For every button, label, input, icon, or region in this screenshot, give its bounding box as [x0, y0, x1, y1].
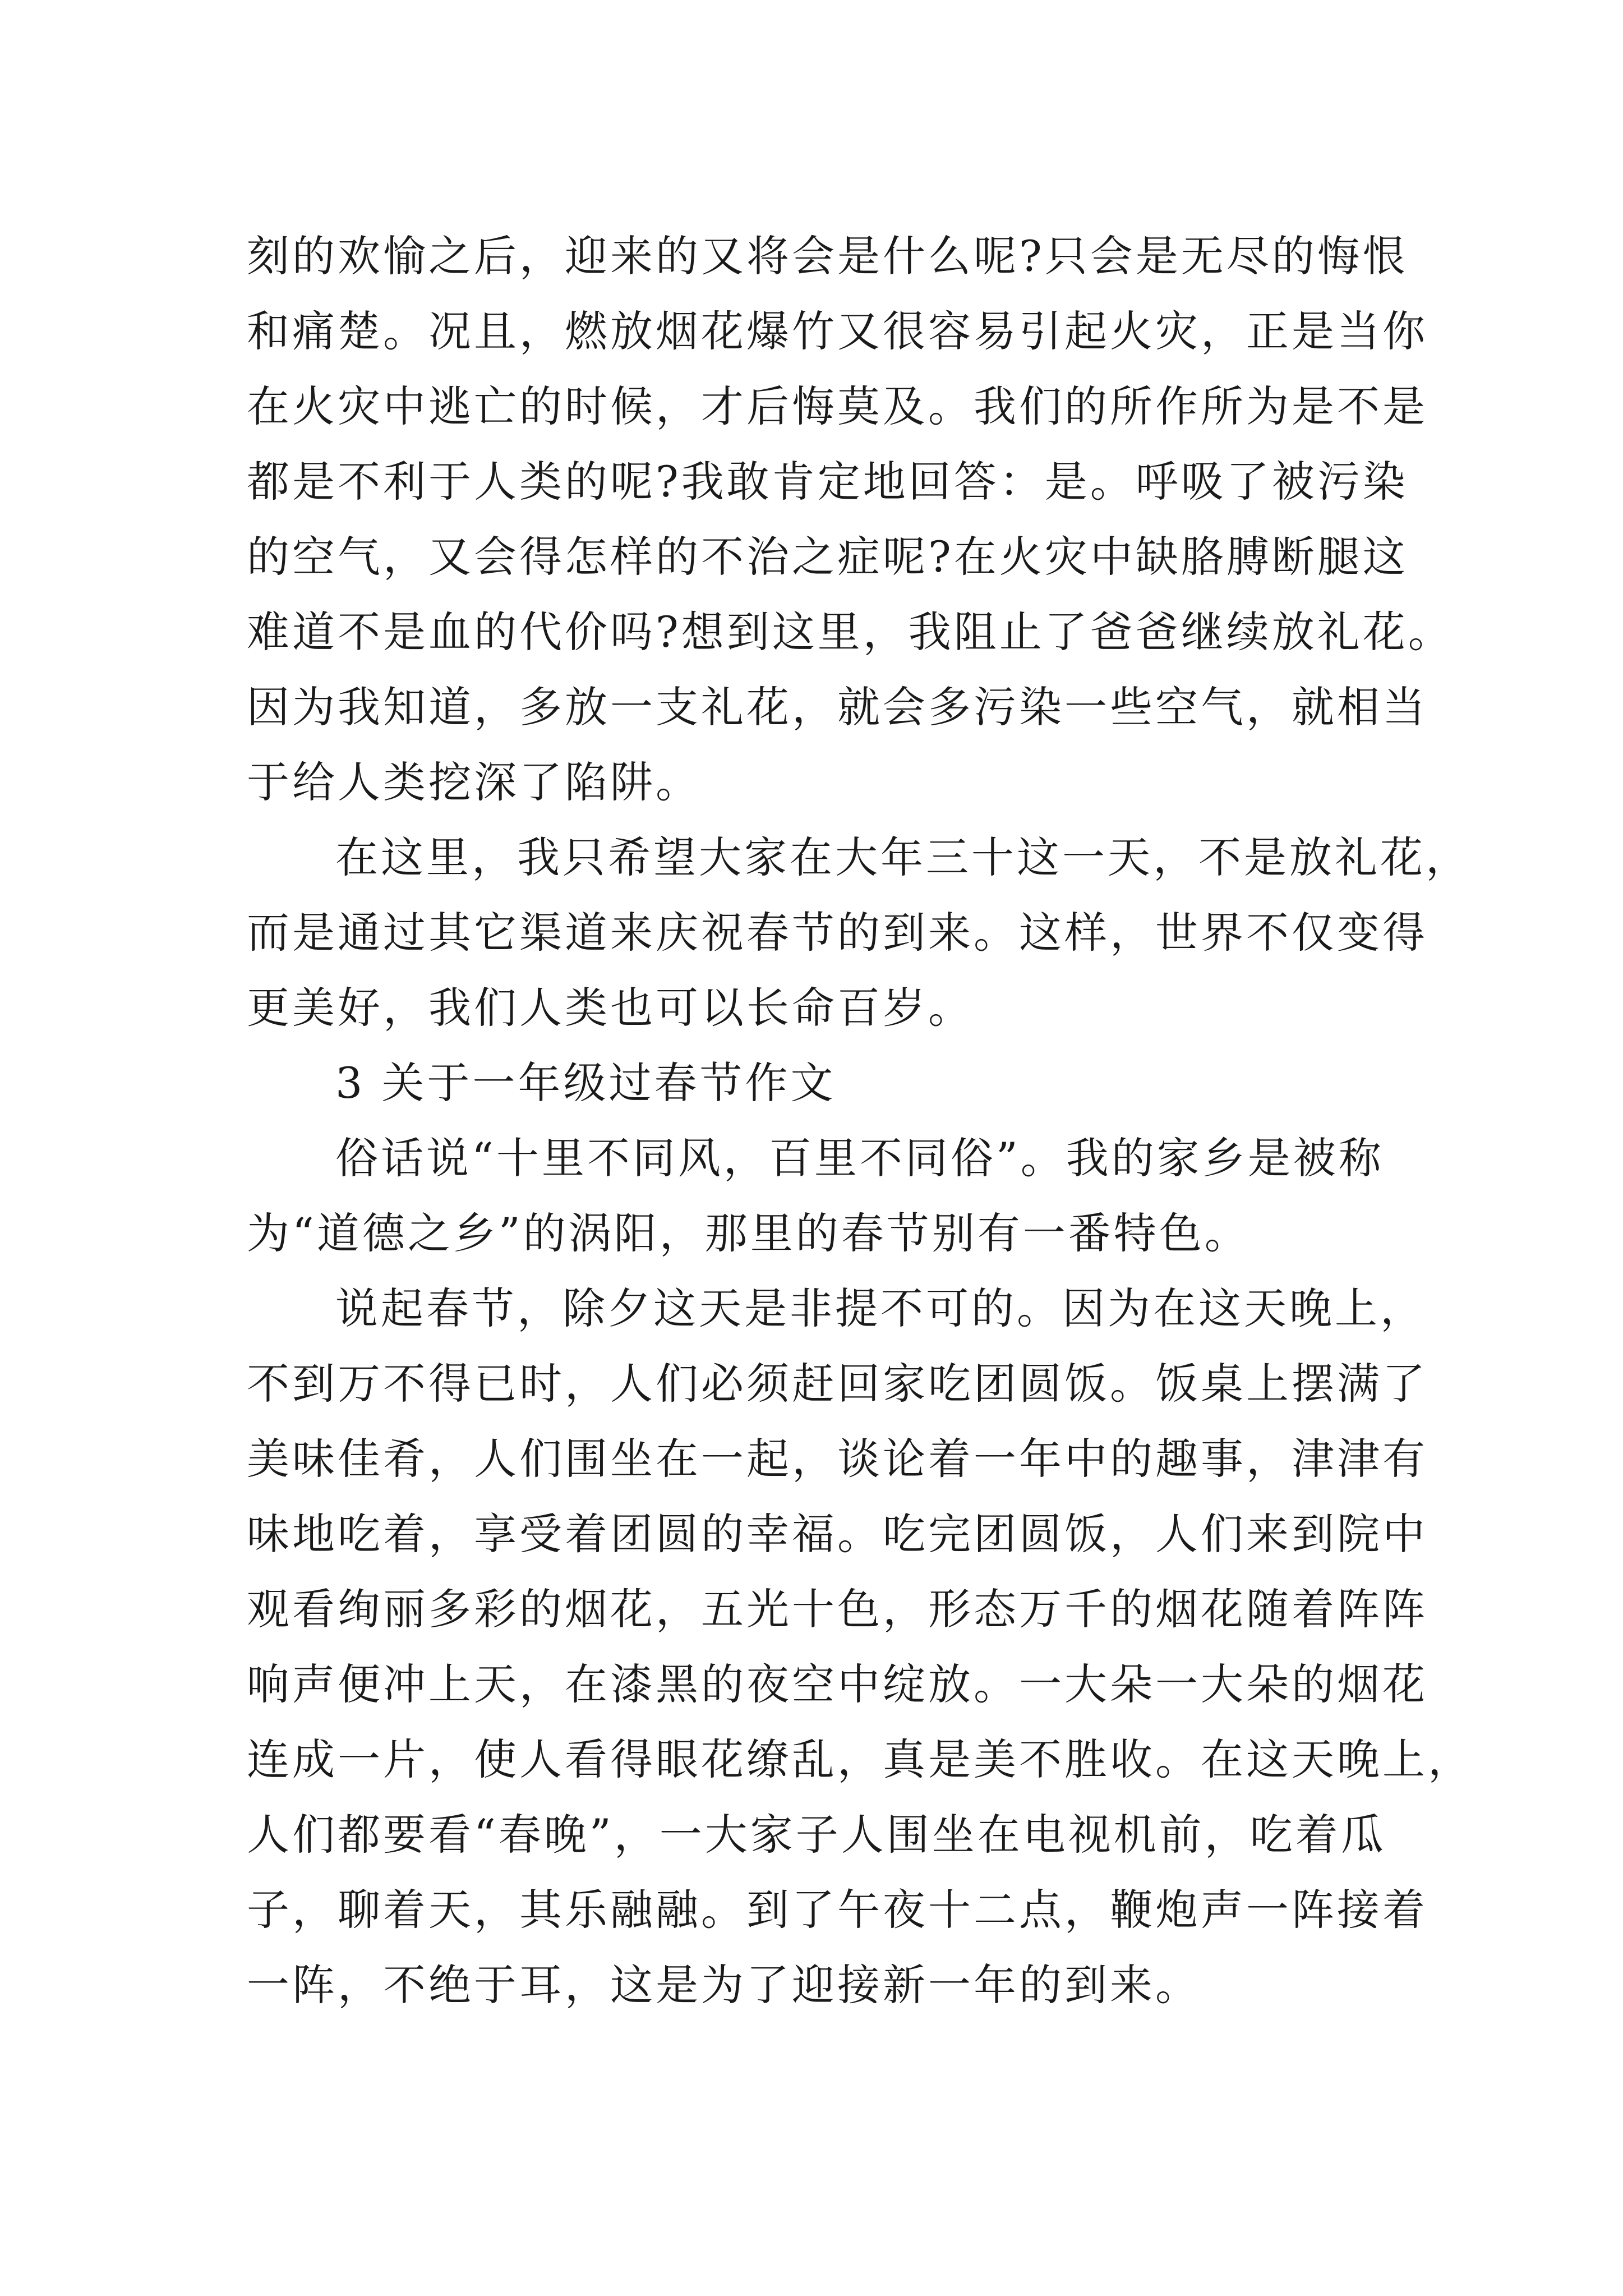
- text-line: 不到万不得已时，人们必须赶回家吃团圆饭。饭桌上摆满了: [247, 1359, 1428, 1409]
- text-line: 美味佳肴，人们围坐在一起，谈论着一年中的趣事，津津有: [247, 1434, 1428, 1484]
- text-line: 刻的欢愉之后，迎来的又将会是什么呢?只会是无尽的悔恨: [247, 231, 1408, 281]
- text-line: 味地吃着，享受着团圆的幸福。吃完团圆饭，人们来到院中: [247, 1509, 1428, 1559]
- text-line: 于给人类挖深了陷阱。: [247, 757, 701, 807]
- body-text: [247, 219, 1473, 2023]
- text-line: 3 关于一年级过春节作文: [335, 1058, 836, 1108]
- text-line: 响声便冲上天，在漆黑的夜空中绽放。一大朵一大朵的烟花: [247, 1659, 1428, 1709]
- text-line: 而是通过其它渠道来庆祝春节的到来。这样，世界不仅变得: [247, 908, 1428, 958]
- text-line: 说起春节，除夕这天是非提不可的。因为在这天晚上，: [335, 1283, 1426, 1333]
- text-line: 和痛楚。况且，燃放烟花爆竹又很容易引起火灾，正是当你: [247, 306, 1428, 356]
- text-line: 在火灾中逃亡的时候，才后悔莫及。我们的所作所为是不是: [247, 381, 1428, 431]
- text-line: 一阵，不绝于耳，这是为了迎接新一年的到来。: [247, 1960, 1201, 2010]
- text-line: 连成一片，使人看得眼花缭乱，真是美不胜收。在这天晚上，: [247, 1734, 1473, 1784]
- text-line: 更美好，我们人类也可以长命百岁。: [247, 983, 974, 1033]
- text-line: 都是不利于人类的呢?我敢肯定地回答：是。呼吸了被污染: [247, 457, 1408, 507]
- text-line: 观看绚丽多彩的烟花，五光十色，形态万千的烟花随着阵阵: [247, 1584, 1428, 1634]
- text-line: 人们都要看“春晚”，一大家子人围坐在电视机前，吃着瓜: [247, 1810, 1386, 1860]
- text-line: 因为我知道，多放一支礼花，就会多污染一些空气，就相当: [247, 682, 1428, 732]
- text-line: 难道不是血的代价吗?想到这里，我阻止了爸爸继续放礼花。: [247, 607, 1454, 657]
- text-line: 俗话说“十里不同风，百里不同俗”。我的家乡是被称: [335, 1133, 1384, 1183]
- text-line: 为“道德之乡”的涡阳，那里的春节别有一番特色。: [247, 1208, 1250, 1258]
- text-line: 在这里，我只希望大家在大年三十这一天，不是放礼花，: [335, 832, 1471, 882]
- text-line: 的空气，又会得怎样的不治之症呢?在火灾中缺胳膊断腿这: [247, 532, 1408, 582]
- text-line: 子，聊着天，其乐融融。到了午夜十二点，鞭炮声一阵接着: [247, 1885, 1428, 1935]
